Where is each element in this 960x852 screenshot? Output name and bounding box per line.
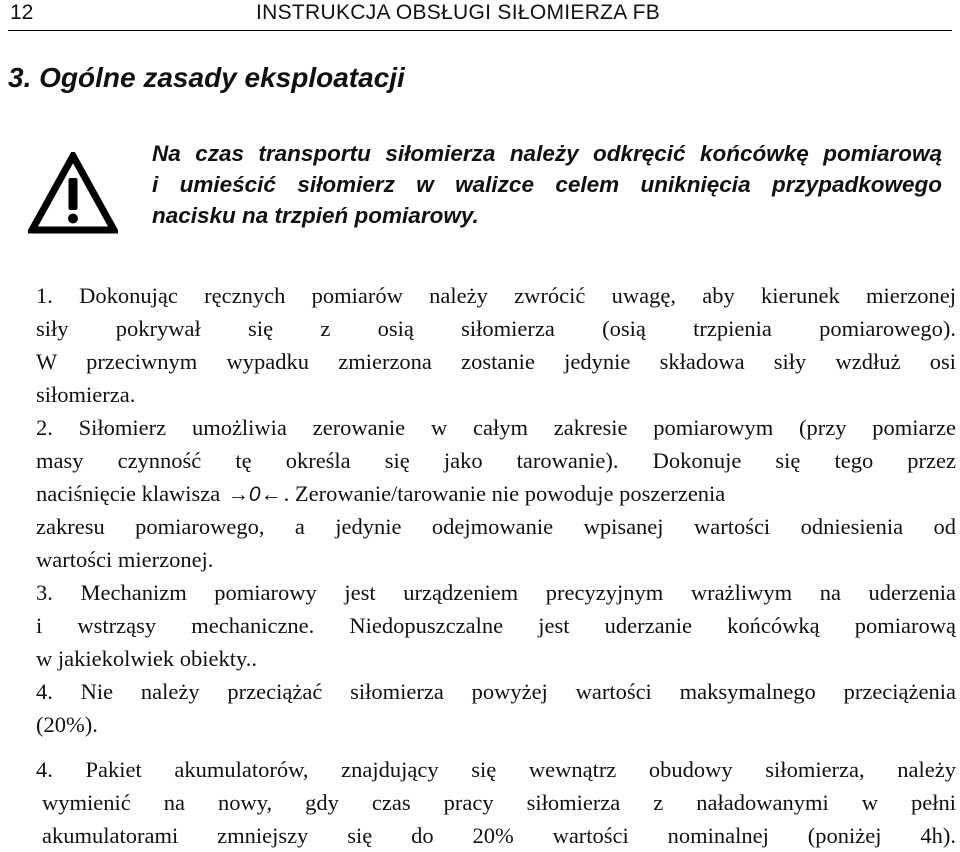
text-line: zakresu pomiarowego, a jedynie odejmowanie wpisanej wartości odniesienia od [36, 514, 956, 539]
paragraph-3 [36, 576, 956, 675]
text-line: masy czynność tę określa się jako tarowanie). Dokonuje się tego przez [36, 448, 956, 473]
section-title: 3. Ogólne zasady eksploatacji [8, 62, 405, 93]
text-line: wartości mierzonej. [36, 547, 214, 572]
text-line [36, 477, 956, 510]
text-line: w jakiekolwiek obiekty.. [36, 646, 257, 671]
zero-key-symbol: →0← [227, 483, 282, 506]
text-line: (20%). [36, 712, 98, 737]
page-number: 12 [10, 1, 34, 24]
instructions-body [36, 279, 956, 848]
text-line: siły pokrywał się z osią siłomierza (osią trzpienia pomiarowego). [36, 316, 956, 341]
warning-line: Na czas transportu siłomierza należy odkręcić końcówkę pomiarową [152, 141, 942, 166]
warning-triangle-icon [28, 152, 118, 234]
paragraph-4 [36, 675, 956, 741]
text-line: i wstrząsy mechaniczne. Niedopuszczalne jest uderzanie końcówką pomiarową [36, 613, 956, 638]
page-header [8, 0, 952, 31]
text-fragment: . Zerowanie/tarowanie nie powoduje poszerzenia [283, 481, 726, 506]
text-line: 4. Pakiet akumulatorów, znajdujący się wewnątrz obudowy siłomierza, należy [36, 757, 956, 782]
text-line: W przeciwnym wypadku zmierzona zostanie jedynie składowa siły wzdłuż osi [36, 349, 956, 374]
text-line: siłomierza. [36, 382, 136, 407]
paragraph-2 [36, 411, 956, 576]
text-line: 1. Dokonując ręcznych pomiarów należy zwrócić uwagę, aby kierunek mierzonej [36, 283, 956, 308]
text-line: 2. Siłomierz umożliwia zerowanie w całym zakresie pomiarowym (przy pomiarze [36, 415, 956, 440]
text-line: 3. Mechanizm pomiarowy jest urządzeniem precyzyjnym wrażliwym na uderzenia [36, 580, 956, 605]
warning-line: nacisku na trzpień pomiarowy. [152, 203, 479, 228]
paragraph-1 [36, 279, 956, 411]
paragraph-5 [36, 753, 956, 852]
text-line: 4. Nie należy przeciążać siłomierza powyżej wartości maksymalnego przeciążenia [36, 679, 956, 704]
text-fragment: naciśnięcie klawisza [36, 481, 226, 506]
warning-line: i umieścić siłomierz w walizce celem uniknięcia przypadkowego [152, 172, 942, 197]
document-title: INSTRUKCJA OBSŁUGI SIŁOMIERZA FB [256, 1, 661, 24]
text-line: wymienić na nowy, gdy czas pracy siłomierza z naładowanymi w pełni [42, 790, 956, 815]
text-line: akumulatorami zmniejszy się do 20% wartości nominalnej (poniżej 4h). [42, 823, 956, 848]
transport-warning [152, 138, 942, 231]
